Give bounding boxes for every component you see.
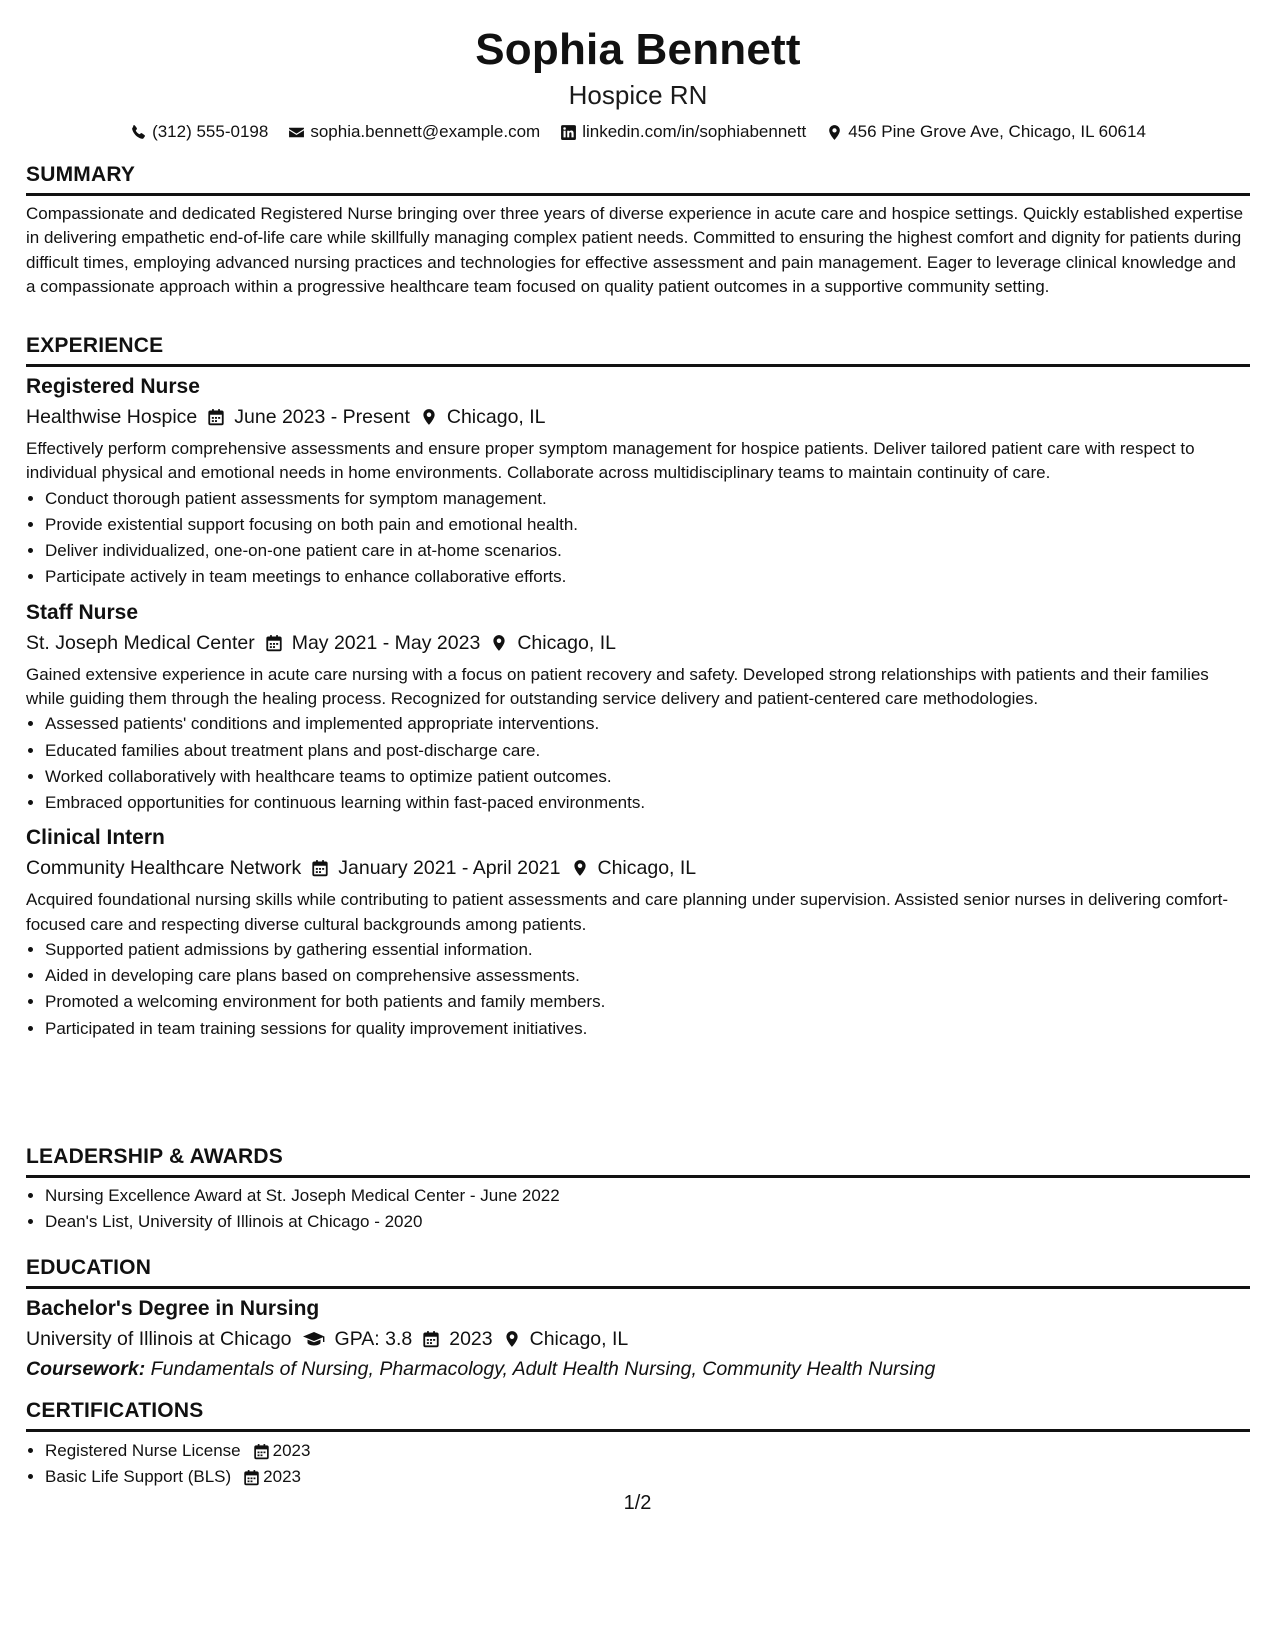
job-entry xyxy=(26,599,1250,817)
job-location-text: Chicago, IL xyxy=(597,857,697,880)
certification-name: • Basic Life Support (BLS) xyxy=(45,1467,232,1487)
certification-entry xyxy=(45,1438,310,1464)
education-location-text: Chicago, IL xyxy=(529,1328,629,1350)
envelope-icon xyxy=(288,124,305,141)
degree-title: Bachelor's Degree in Nursing xyxy=(26,1297,320,1320)
calendar-icon xyxy=(422,1330,440,1348)
coursework-list: Fundamentals of Nursing, Pharmacology, Adult Health Nursing, Community Health Nursing xyxy=(150,1358,936,1380)
list-item: • Conduct thorough patient assessments for symptom management. xyxy=(45,486,1250,512)
section-divider xyxy=(26,193,1250,196)
job-description: Effectively perform comprehensive assessments and ensure proper symptom management for hospice patients. Deliver tailored patient care with respect to individual physical and emotional needs in home environments. Collaborate across multidisciplinary teams to maintain continuity of care. xyxy=(26,439,1195,483)
job-entry xyxy=(26,373,1250,591)
job-dates-text: May 2021 - May 2023 xyxy=(291,631,481,654)
list-item: • Assessed patients' conditions and implemented appropriate interventions. xyxy=(45,711,1250,737)
list-item: • Embraced opportunities for continuous learning within fast-paced environments. xyxy=(45,790,1250,816)
section-divider xyxy=(26,364,1250,367)
section-title-summary: SUMMARY xyxy=(26,163,136,186)
education-location xyxy=(503,1324,629,1354)
list-item: • Educated families about treatment plans and post-discharge care. xyxy=(45,738,1250,764)
contact-phone[interactable] xyxy=(130,122,268,142)
candidate-name: Sophia Bennett xyxy=(475,25,801,74)
list-item xyxy=(45,1438,1250,1464)
job-location-text: Chicago, IL xyxy=(517,631,616,654)
job-dates-text: January 2021 - April 2021 xyxy=(338,857,561,880)
job-meta xyxy=(26,628,1250,658)
certification-entry xyxy=(45,1464,301,1490)
map-pin-icon xyxy=(826,124,843,141)
education-year xyxy=(422,1324,492,1354)
certification-year: 2023 xyxy=(272,1441,311,1460)
contact-email[interactable] xyxy=(288,122,540,142)
contact-phone-text: (312) 555-0198 xyxy=(152,122,269,141)
contact-bar xyxy=(26,120,1250,144)
education-year-text: 2023 xyxy=(449,1328,493,1350)
calendar-icon xyxy=(253,1443,270,1460)
job-meta xyxy=(26,402,1250,432)
list-item: • Participate actively in team meetings to enhance collaborative efforts. xyxy=(45,564,1250,590)
section-title-awards: LEADERSHIP & AWARDS xyxy=(26,1145,283,1168)
calendar-icon xyxy=(207,408,225,426)
list-item: • Participated in team training sessions for quality improvement initiatives. xyxy=(45,1016,1250,1042)
job-description: Acquired foundational nursing skills while contributing to patient assessments and care planning under supervision. Assisted senior nurses in delivering comfort-focused care and respecting diverse cultural backgrounds among patients. xyxy=(26,890,1228,934)
summary-text: Compassionate and dedicated Registered Nurse bringing over three years of diverse experience in acute care and hospice settings. Quickly established expertise in delivering empathetic end-of-life care while skillfully managing complex patient needs. Committed to ensuring the highest comfort and dignity for patients during difficult times, employing advanced nursing practices and technologies for effective assessment and pain management. Eager to leverage clinical knowledge and a compassionate approach within a progressive healthcare team focused on quality patient outcomes in a supportive community setting. xyxy=(26,204,1244,297)
graduation-cap-icon xyxy=(302,1330,326,1348)
linkedin-icon xyxy=(560,124,577,141)
school-name: University of Illinois at Chicago xyxy=(26,1328,292,1350)
certifications-list xyxy=(26,1438,1250,1490)
job-description: Gained extensive experience in acute care nursing with a focus on patient recovery and safety. Developed strong relationships with patients and their families while guiding them through the healing process. Recognized for outstanding service delivery and patient-centered care methodologies. xyxy=(26,664,1209,709)
job-location xyxy=(571,853,697,883)
candidate-role: Hospice RN xyxy=(568,80,708,110)
certification-name: • Registered Nurse License xyxy=(45,1441,241,1460)
certification-year: 2023 xyxy=(263,1467,301,1487)
map-pin-icon xyxy=(420,408,438,426)
job-employer: Community Healthcare Network xyxy=(26,857,302,880)
job-bullets xyxy=(26,711,1250,816)
map-pin-icon xyxy=(571,859,589,877)
job-dates xyxy=(311,853,560,883)
job-entry xyxy=(26,824,1250,1042)
list-item: • Promoted a welcoming environment for both patients and family members. xyxy=(45,989,1250,1015)
list-item: • Dean's List, University of Illinois at Chicago - 2020 xyxy=(45,1209,1250,1235)
job-dates-text: June 2023 - Present xyxy=(234,406,410,428)
list-item: • Provide existential support focusing on both pain and emotional health. xyxy=(45,512,1250,538)
education-section xyxy=(26,1255,1250,1384)
list-item: • Deliver individualized, one-on-one patient care in at-home scenarios. xyxy=(45,538,1250,564)
list-item: • Aided in developing care plans based on comprehensive assessments. xyxy=(45,963,1250,989)
phone-icon xyxy=(130,124,147,141)
certifications-section xyxy=(26,1398,1250,1490)
contact-linkedin-text: linkedin.com/in/sophiabennett xyxy=(582,122,807,141)
list-item: • Worked collaboratively with healthcare teams to optimize patient outcomes. xyxy=(45,764,1250,790)
certification-date xyxy=(253,1438,311,1464)
section-title-education: EDUCATION xyxy=(26,1256,152,1279)
gpa-text: GPA: 3.8 xyxy=(334,1328,413,1350)
calendar-icon xyxy=(311,859,329,877)
calendar-icon xyxy=(243,1469,260,1486)
contact-email-text: sophia.bennett@example.com xyxy=(310,122,541,141)
section-title-experience: EXPERIENCE xyxy=(26,334,164,357)
job-bullets xyxy=(26,486,1250,591)
summary-section xyxy=(26,162,1250,300)
map-pin-icon xyxy=(503,1330,521,1348)
job-dates xyxy=(207,402,410,432)
page-number: 1/2 xyxy=(623,1492,652,1514)
awards-section xyxy=(26,1144,1250,1235)
resume-page xyxy=(26,0,1250,1487)
map-pin-icon xyxy=(490,634,508,652)
coursework-label: Coursework: xyxy=(26,1358,146,1380)
job-meta xyxy=(26,853,1250,883)
job-title: Registered Nurse xyxy=(26,375,200,398)
education-meta xyxy=(26,1324,1250,1354)
calendar-icon xyxy=(265,634,283,652)
section-divider xyxy=(26,1286,1250,1289)
job-title: Staff Nurse xyxy=(26,600,139,624)
section-title-certifications: CERTIFICATIONS xyxy=(26,1399,204,1422)
contact-address xyxy=(826,122,1146,142)
job-bullets xyxy=(26,937,1250,1042)
certification-date xyxy=(243,1464,301,1490)
job-location-text: Chicago, IL xyxy=(446,406,546,428)
education-gpa xyxy=(302,1324,413,1354)
job-employer: Healthwise Hospice xyxy=(26,406,198,428)
list-item xyxy=(45,1464,1250,1490)
experience-section xyxy=(26,333,1250,1042)
job-location xyxy=(490,628,616,658)
job-dates xyxy=(265,628,481,658)
job-location xyxy=(420,402,546,432)
contact-address-text: 456 Pine Grove Ave, Chicago, IL 60614 xyxy=(848,122,1146,141)
job-employer: St. Joseph Medical Center xyxy=(26,631,255,654)
section-divider xyxy=(26,1429,1250,1432)
list-item: • Supported patient admissions by gathering essential information. xyxy=(45,937,1250,963)
section-divider xyxy=(26,1175,1250,1178)
list-item: • Nursing Excellence Award at St. Joseph Medical Center - June 2022 xyxy=(45,1183,1250,1209)
job-title: Clinical Intern xyxy=(26,826,165,850)
awards-list xyxy=(26,1183,1250,1235)
contact-linkedin[interactable] xyxy=(560,122,806,142)
coursework xyxy=(26,1354,1250,1384)
